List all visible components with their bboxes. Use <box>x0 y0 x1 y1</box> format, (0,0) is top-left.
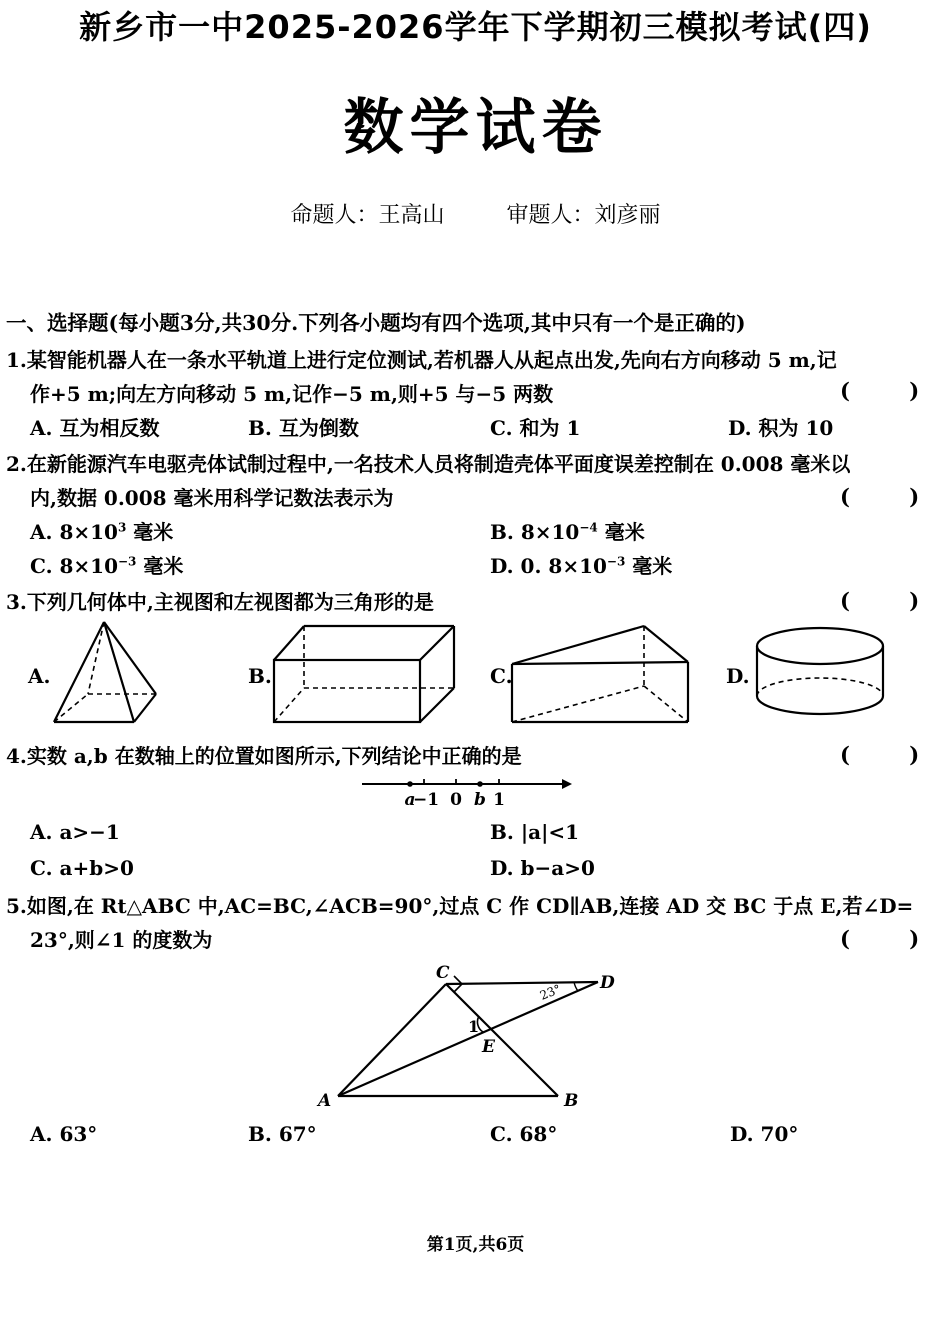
q4-option-b: B. |a|<1 <box>490 820 580 844</box>
prism-figure <box>508 622 694 726</box>
numberline-label-a: a <box>404 790 416 810</box>
numberline-label-one: 1 <box>493 790 505 810</box>
q2-answer-paren: ( ) <box>840 484 946 509</box>
q5-option-c: C. 68° <box>490 1122 558 1146</box>
q5-line2: 23°,则∠1 的度数为 <box>30 928 213 952</box>
q1-option-c: C. 和为 1 <box>490 416 581 440</box>
q4-option-a: A. a>−1 <box>30 820 120 844</box>
numberline-label-zero: 0 <box>450 790 462 810</box>
q5-option-b: B. 67° <box>248 1122 317 1146</box>
point-label-c: C <box>436 963 450 983</box>
q1-option-b: B. 互为倒数 <box>248 416 359 440</box>
q2-option-d: D. 0. $8\times 10^{-3}$ 毫米 <box>490 554 673 578</box>
q2-line1: 2.在新能源汽车电驱壳体试制过程中,一名技术人员将制造壳体平面度误差控制在 0.008 毫米以 <box>6 452 851 476</box>
author-label: 命题人：王高山 <box>290 203 445 228</box>
q1-option-a: A. 互为相反数 <box>30 416 160 440</box>
numberline-label-b: b <box>474 790 486 810</box>
section-heading: 一、选择题(每小题3分,共30分.下列各小题均有四个选项,其中只有一个是正确的) <box>6 311 746 335</box>
q5-option-d: D. 70° <box>730 1122 799 1146</box>
page-footer: 第1页,共6页 <box>426 1235 525 1255</box>
number-line-figure <box>360 774 580 810</box>
q2-option-a: A. $8\times 10^3$ 毫米 <box>30 520 174 544</box>
q2-option-c: C. $8\times 10^{-3}$ 毫米 <box>30 554 184 578</box>
cuboid-figure <box>270 622 460 726</box>
q4-option-d: D. b−a>0 <box>490 856 595 880</box>
triangle-figure <box>310 960 630 1112</box>
q3-answer-paren: ( ) <box>840 588 946 613</box>
angle-label-1: 1 <box>468 1017 480 1036</box>
q2-option-b: B. $8\times 10^{-4}$ 毫米 <box>490 520 645 544</box>
q5-line1: 5.如图,在 Rt△ABC 中,AC=BC,∠ACB=90°,过点 C 作 CD∥AB,连接 AD 交 BC 于点 E,若∠D= <box>6 894 914 918</box>
q3-option-a: A. <box>28 664 51 688</box>
q4-answer-paren: ( ) <box>840 742 946 767</box>
pyramid-figure <box>50 618 162 728</box>
numberline-label-minus1: −1 <box>412 790 440 810</box>
q1-option-d: D. 积为 10 <box>728 416 834 440</box>
angle-d-annotation: 23° <box>537 981 563 1003</box>
q5-answer-paren: ( ) <box>840 926 946 951</box>
q3-option-b: B. <box>248 664 272 688</box>
q1-line1: 1.某智能机器人在一条水平轨道上进行定位测试,若机器人从起点出发,先向右方向移动 5 m,记 <box>6 348 837 372</box>
subject-title: 数学试卷 <box>343 93 608 163</box>
q2-line2: 内,数据 0.008 毫米用科学记数法表示为 <box>30 486 394 510</box>
q3-line1: 3.下列几何体中,主视图和左视图都为三角形的是 <box>6 590 434 614</box>
authors-line <box>0 198 951 229</box>
q5-option-a: A. 63° <box>30 1122 98 1146</box>
q3-option-d: D. <box>726 664 750 688</box>
point-label-d: D <box>600 973 615 993</box>
q4-option-c: C. a+b>0 <box>30 856 134 880</box>
q1-line2: 作+5 m;向左方向移动 5 m,记作−5 m,则+5 与−5 两数 <box>30 382 554 406</box>
exam-title: 新乡市一中2025-2026学年下学期初三模拟考试(四) <box>79 8 872 46</box>
q4-line1: 4.实数 a,b 在数轴上的位置如图所示,下列结论中正确的是 <box>6 744 522 768</box>
q3-option-c: C. <box>490 664 513 688</box>
point-label-e: E <box>482 1037 495 1057</box>
reviewer-label: 审题人：刘彦丽 <box>506 203 661 228</box>
cylinder-figure <box>752 624 888 724</box>
point-label-a: A <box>318 1091 332 1111</box>
point-label-b: B <box>564 1091 579 1111</box>
q1-answer-paren: ( ) <box>840 378 946 403</box>
